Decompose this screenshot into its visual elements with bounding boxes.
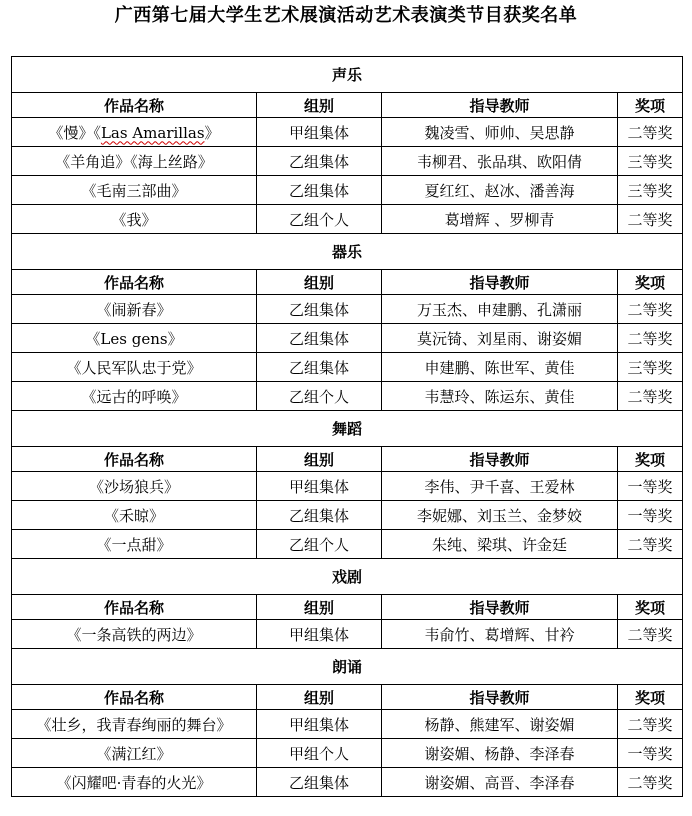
cell-group: 甲组个人 [257,739,382,768]
table-row [12,501,683,530]
cell-award: 二等奖 [618,620,683,649]
section-title: 戏剧 [12,559,683,595]
cell-work: 《闪耀吧·青春的火光》 [12,768,257,797]
cell-group: 乙组集体 [257,295,382,324]
cell-work: 《羊角追》《海上丝路》 [12,147,257,176]
awards-table-body [12,57,683,797]
column-header-group: 组别 [257,93,382,118]
cell-teacher: 夏红红、赵冰、潘善海 [382,176,618,205]
work-title-english: Las Amarillas [100,123,205,142]
table-row [12,739,683,768]
cell-teacher: 韦俞竹、葛增辉、甘衿 [382,620,618,649]
cell-group: 乙组集体 [257,176,382,205]
cell-teacher: 万玉杰、申建鹏、孔潇丽 [382,295,618,324]
cell-work: 《Les gens》 [12,324,257,353]
cell-group: 甲组集体 [257,710,382,739]
cell-award: 二等奖 [618,295,683,324]
cell-award: 三等奖 [618,176,683,205]
section-header-row [12,234,683,270]
cell-award: 二等奖 [618,324,683,353]
table-row [12,472,683,501]
column-header-group: 组别 [257,447,382,472]
column-header-award: 奖项 [618,270,683,295]
column-header-group: 组别 [257,270,382,295]
column-header-work: 作品名称 [12,447,257,472]
cell-award: 二等奖 [618,118,683,147]
column-header-row [12,270,683,295]
table-row [12,205,683,234]
cell-group: 乙组集体 [257,501,382,530]
column-header-teacher: 指导教师 [382,270,618,295]
column-header-teacher: 指导教师 [382,93,618,118]
page-title: 广西第七届大学生艺术展演活动艺术表演类节目获奖名单 [114,5,578,26]
cell-work: 《沙场狼兵》 [12,472,257,501]
column-header-row [12,447,683,472]
table-row [12,530,683,559]
column-header-award: 奖项 [618,447,683,472]
cell-teacher: 杨静、熊建军、谢姿媚 [382,710,618,739]
cell-teacher: 葛增辉 、罗柳青 [382,205,618,234]
cell-award: 二等奖 [618,710,683,739]
cell-award: 一等奖 [618,501,683,530]
work-title-suffix: 》 [204,123,220,142]
cell-group: 乙组集体 [257,768,382,797]
cell-work: 《毛南三部曲》 [12,176,257,205]
cell-teacher: 朱纯、梁琪、许金廷 [382,530,618,559]
cell-award: 二等奖 [618,768,683,797]
table-row [12,710,683,739]
cell-group: 甲组集体 [257,620,382,649]
column-header-award: 奖项 [618,93,683,118]
column-header-award: 奖项 [618,685,683,710]
cell-group: 甲组集体 [257,472,382,501]
cell-group: 乙组个人 [257,205,382,234]
cell-work: 《禾晾》 [12,501,257,530]
cell-award: 二等奖 [618,382,683,411]
table-row [12,147,683,176]
cell-work: 《远古的呼唤》 [12,382,257,411]
cell-award: 一等奖 [618,472,683,501]
cell-group: 乙组集体 [257,353,382,382]
section-title: 声乐 [12,57,683,93]
table-row [12,382,683,411]
table-row [12,295,683,324]
cell-teacher: 魏凌雪、师帅、吴思静 [382,118,618,147]
column-header-group: 组别 [257,595,382,620]
table-row [12,176,683,205]
cell-work: 《闹新春》 [12,295,257,324]
cell-teacher: 韦慧玲、陈运东、黄佳 [382,382,618,411]
cell-teacher: 谢姿媚、高晋、李泽春 [382,768,618,797]
table-row [12,353,683,382]
column-header-work: 作品名称 [12,685,257,710]
cell-teacher: 莫沅锜、刘星雨、谢姿媚 [382,324,618,353]
work-title-prefix: 《慢》《 [48,123,101,142]
column-header-row [12,685,683,710]
table-row [12,118,683,147]
cell-award: 三等奖 [618,147,683,176]
cell-teacher: 李伟、尹千喜、王爱林 [382,472,618,501]
cell-group: 甲组集体 [257,118,382,147]
cell-work: 《人民军队忠于党》 [12,353,257,382]
column-header-group: 组别 [257,685,382,710]
section-title: 器乐 [12,234,683,270]
section-title: 朗诵 [12,649,683,685]
section-header-row [12,649,683,685]
cell-work: 《满江红》 [12,739,257,768]
cell-work: 《我》 [12,205,257,234]
cell-award: 三等奖 [618,353,683,382]
column-header-row [12,93,683,118]
cell-award: 二等奖 [618,530,683,559]
section-header-row [12,411,683,447]
cell-teacher: 申建鹏、陈世军、黄佳 [382,353,618,382]
column-header-work: 作品名称 [12,595,257,620]
column-header-work: 作品名称 [12,93,257,118]
awards-table [11,56,683,797]
cell-work [12,118,257,147]
cell-group: 乙组集体 [257,324,382,353]
cell-award: 一等奖 [618,739,683,768]
table-row [12,620,683,649]
section-header-row [12,559,683,595]
cell-teacher: 谢姿媚、杨静、李泽春 [382,739,618,768]
table-row [12,324,683,353]
column-header-award: 奖项 [618,595,683,620]
cell-work: 《壮乡，我青春绚丽的舞台》 [12,710,257,739]
cell-group: 乙组个人 [257,530,382,559]
column-header-teacher: 指导教师 [382,595,618,620]
column-header-row [12,595,683,620]
column-header-teacher: 指导教师 [382,685,618,710]
cell-teacher: 李妮娜、刘玉兰、金梦姣 [382,501,618,530]
cell-group: 乙组集体 [257,147,382,176]
cell-work: 《一点甜》 [12,530,257,559]
column-header-work: 作品名称 [12,270,257,295]
cell-award: 二等奖 [618,205,683,234]
cell-group: 乙组个人 [257,382,382,411]
cell-teacher: 韦柳君、张品琪、欧阳倩 [382,147,618,176]
column-header-teacher: 指导教师 [382,447,618,472]
section-header-row [12,57,683,93]
table-row [12,768,683,797]
section-title: 舞蹈 [12,411,683,447]
cell-work: 《一条高铁的两边》 [12,620,257,649]
